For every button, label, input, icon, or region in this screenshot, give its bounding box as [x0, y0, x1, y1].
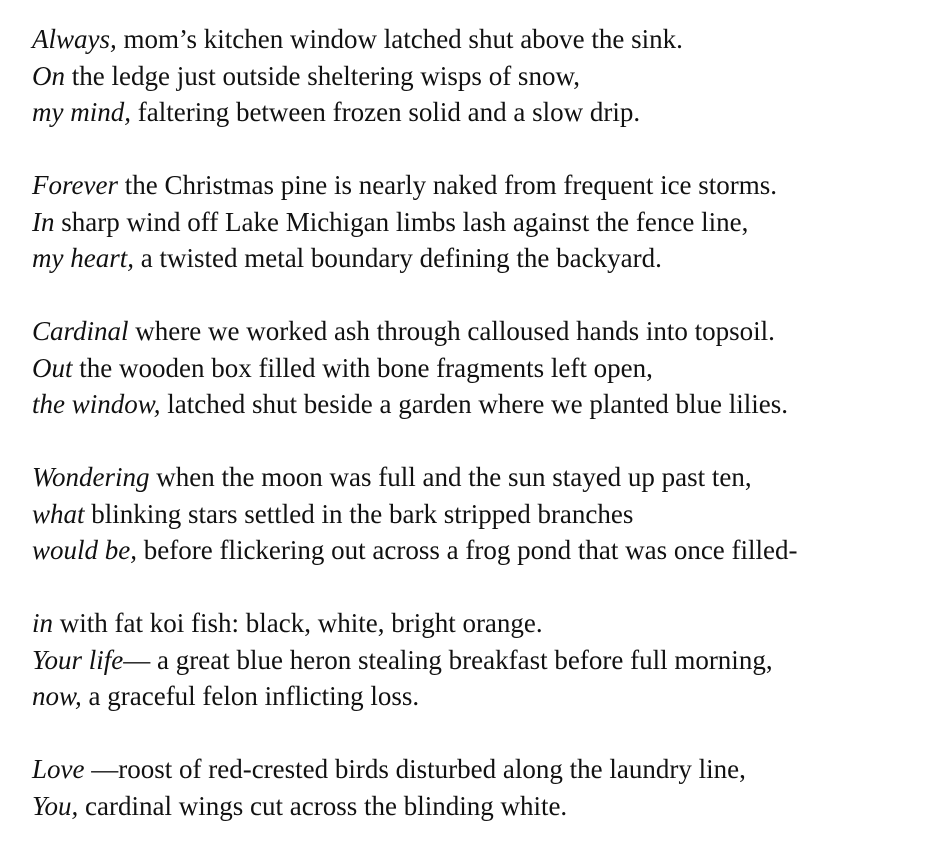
poem-line: [32, 788, 932, 825]
line-lead: what: [32, 498, 85, 529]
poem-line: [32, 605, 932, 642]
line-lead: On: [32, 60, 65, 91]
line-lead: now,: [32, 681, 82, 711]
line-text: before flickering out across a frog pond that was once filled-: [137, 535, 798, 565]
line-text: the wooden box filled with bone fragments left open,: [72, 352, 653, 383]
poem-line: [32, 58, 932, 95]
line-lead: Wondering: [32, 462, 150, 492]
stanza-1: [32, 21, 932, 131]
poem-body: [32, 21, 932, 861]
poem-line: [32, 167, 932, 204]
poem-line: [32, 459, 932, 496]
line-lead: In: [32, 206, 55, 237]
line-lead: Always,: [32, 24, 117, 54]
line-text: when the moon was full and the sun stayed up past ten,: [149, 462, 752, 492]
poem-line: [32, 751, 932, 788]
poem-line: [32, 204, 932, 241]
poem-line: [32, 496, 932, 533]
line-text: a graceful felon inflicting loss.: [81, 681, 420, 711]
line-text: the ledge just outside sheltering wisps of snow,: [65, 60, 580, 91]
poem-line: [32, 532, 932, 569]
line-lead: Your life: [32, 644, 124, 675]
line-lead: the window,: [32, 389, 161, 419]
line-text: blinking stars settled in the bark stripped branches: [84, 498, 634, 529]
line-lead: Out: [32, 352, 73, 383]
line-lead: in: [32, 608, 54, 638]
line-lead: Love: [32, 754, 85, 784]
line-lead: would be,: [32, 535, 137, 565]
line-text: — a great blue heron stealing breakfast before full morning,: [123, 644, 773, 675]
line-lead: Cardinal: [32, 316, 129, 346]
poem-line: [32, 350, 932, 387]
line-lead: my heart,: [32, 243, 134, 273]
line-text: faltering between frozen solid and a slow drip.: [130, 97, 641, 127]
line-text: sharp wind off Lake Michigan limbs lash against the fence line,: [54, 206, 749, 237]
poem-line: [32, 642, 932, 679]
line-text: mom’s kitchen window latched shut above the sink.: [116, 24, 683, 54]
poem-line: [32, 240, 932, 277]
line-text: a twisted metal boundary defining the backyard.: [133, 243, 662, 273]
poem-line: [32, 678, 932, 715]
line-text: the Christmas pine is nearly naked from frequent ice storms.: [117, 170, 778, 200]
line-text: with fat koi fish: black, white, bright orange.: [53, 608, 543, 638]
poem-line: [32, 94, 932, 131]
line-text: —roost of red-crested birds disturbed along the laundry line,: [84, 754, 746, 784]
stanza-2: [32, 167, 932, 277]
line-text: cardinal wings cut across the blinding white.: [78, 790, 568, 821]
poem-line: [32, 21, 932, 58]
line-lead: You,: [32, 790, 79, 821]
line-lead: my mind,: [32, 97, 131, 127]
line-lead: Forever: [32, 170, 118, 200]
poem-line: [32, 313, 932, 350]
line-text: where we worked ash through calloused hands into topsoil.: [128, 316, 775, 346]
stanza-3: [32, 313, 932, 423]
poem-line: [32, 386, 932, 423]
stanza-5: [32, 605, 932, 715]
stanza-4: [32, 459, 932, 569]
line-text: latched shut beside a garden where we planted blue lilies.: [160, 389, 789, 419]
stanza-6: [32, 751, 932, 824]
